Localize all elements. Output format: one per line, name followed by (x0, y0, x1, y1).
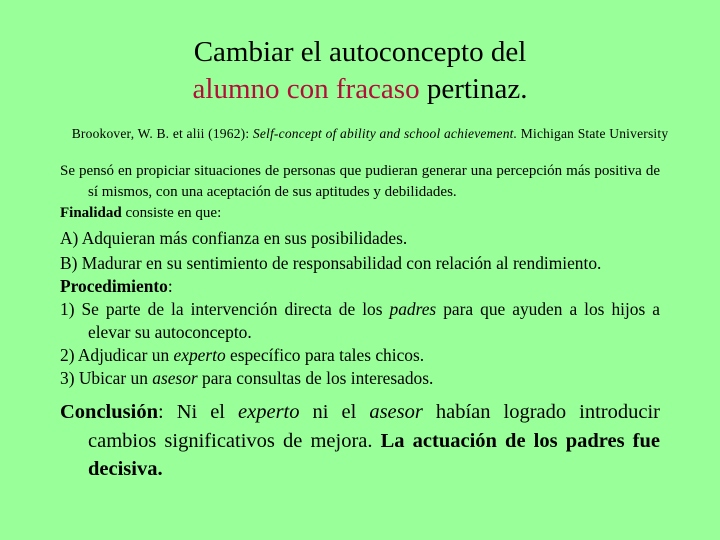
step-2-text-end: específico para tales chicos. (225, 345, 425, 365)
title-line-1: Cambiar el autoconcepto del (193, 36, 527, 68)
procedure-label: Procedimiento (60, 276, 168, 296)
step-3 (60, 367, 660, 390)
item-b: B) Madurar en su sentimiento de responsabilidad con relación al rendimiento. (60, 253, 602, 273)
item-a: A) Adquieran más confianza en sus posibilidades. (60, 228, 408, 248)
procedure-heading (60, 275, 660, 298)
step-1-emph: padres (389, 299, 437, 319)
reference-citation (60, 121, 680, 146)
reference-work-title: Self-concept of ability and school achievement. (252, 126, 518, 141)
title-highlight: alumno con fracaso (192, 73, 420, 105)
step-3-text-end: para consultas de los interesados. (197, 368, 434, 388)
slide-title (0, 34, 720, 108)
step-1-text: 1) Se parte de la intervención directa de los (60, 299, 390, 319)
step-2-text: 2) Adjudicar un (60, 345, 174, 365)
purpose-line (60, 203, 660, 224)
conclusion-label: Conclusión (60, 401, 158, 423)
slide-body (60, 161, 660, 484)
intro-paragraph: Se pensó en propiciar situaciones de personas que pudieran generar una percepción más positiva de sí mismos, con una aceptación de sus aptitudes y debilidades. (60, 163, 660, 200)
step-3-emph: asesor (152, 368, 198, 388)
purpose-text: consiste en que: (121, 205, 222, 221)
conclusion-strong: La actuación de los padres fue decisiva. (88, 429, 660, 480)
step-1 (60, 298, 660, 344)
reference-place: Michigan State University (517, 126, 669, 141)
conclusion-text-3: habían logrado introducir cambios significativos de mejora. (88, 401, 661, 452)
title-line-2-rest: pertinaz. (419, 73, 528, 105)
step-1-text-end: para que ayuden a los hijos a elevar su autoconcepto. (88, 299, 660, 342)
conclusion-emph-1: experto (238, 401, 300, 423)
step-3-text: 3) Ubicar un (60, 368, 153, 388)
conclusion-text-2: ni el (299, 401, 370, 423)
step-2 (60, 344, 660, 367)
reference-authors: Brookover, W. B. et alii (1962): (71, 126, 253, 141)
conclusion-paragraph (60, 398, 660, 484)
step-2-emph: experto (173, 345, 226, 365)
conclusion-text-1: : Ni el (157, 401, 239, 423)
purpose-label: Finalidad (60, 205, 122, 221)
title-line-2 (0, 71, 720, 108)
procedure-colon: : (167, 276, 173, 296)
conclusion-emph-2: asesor (369, 401, 423, 423)
